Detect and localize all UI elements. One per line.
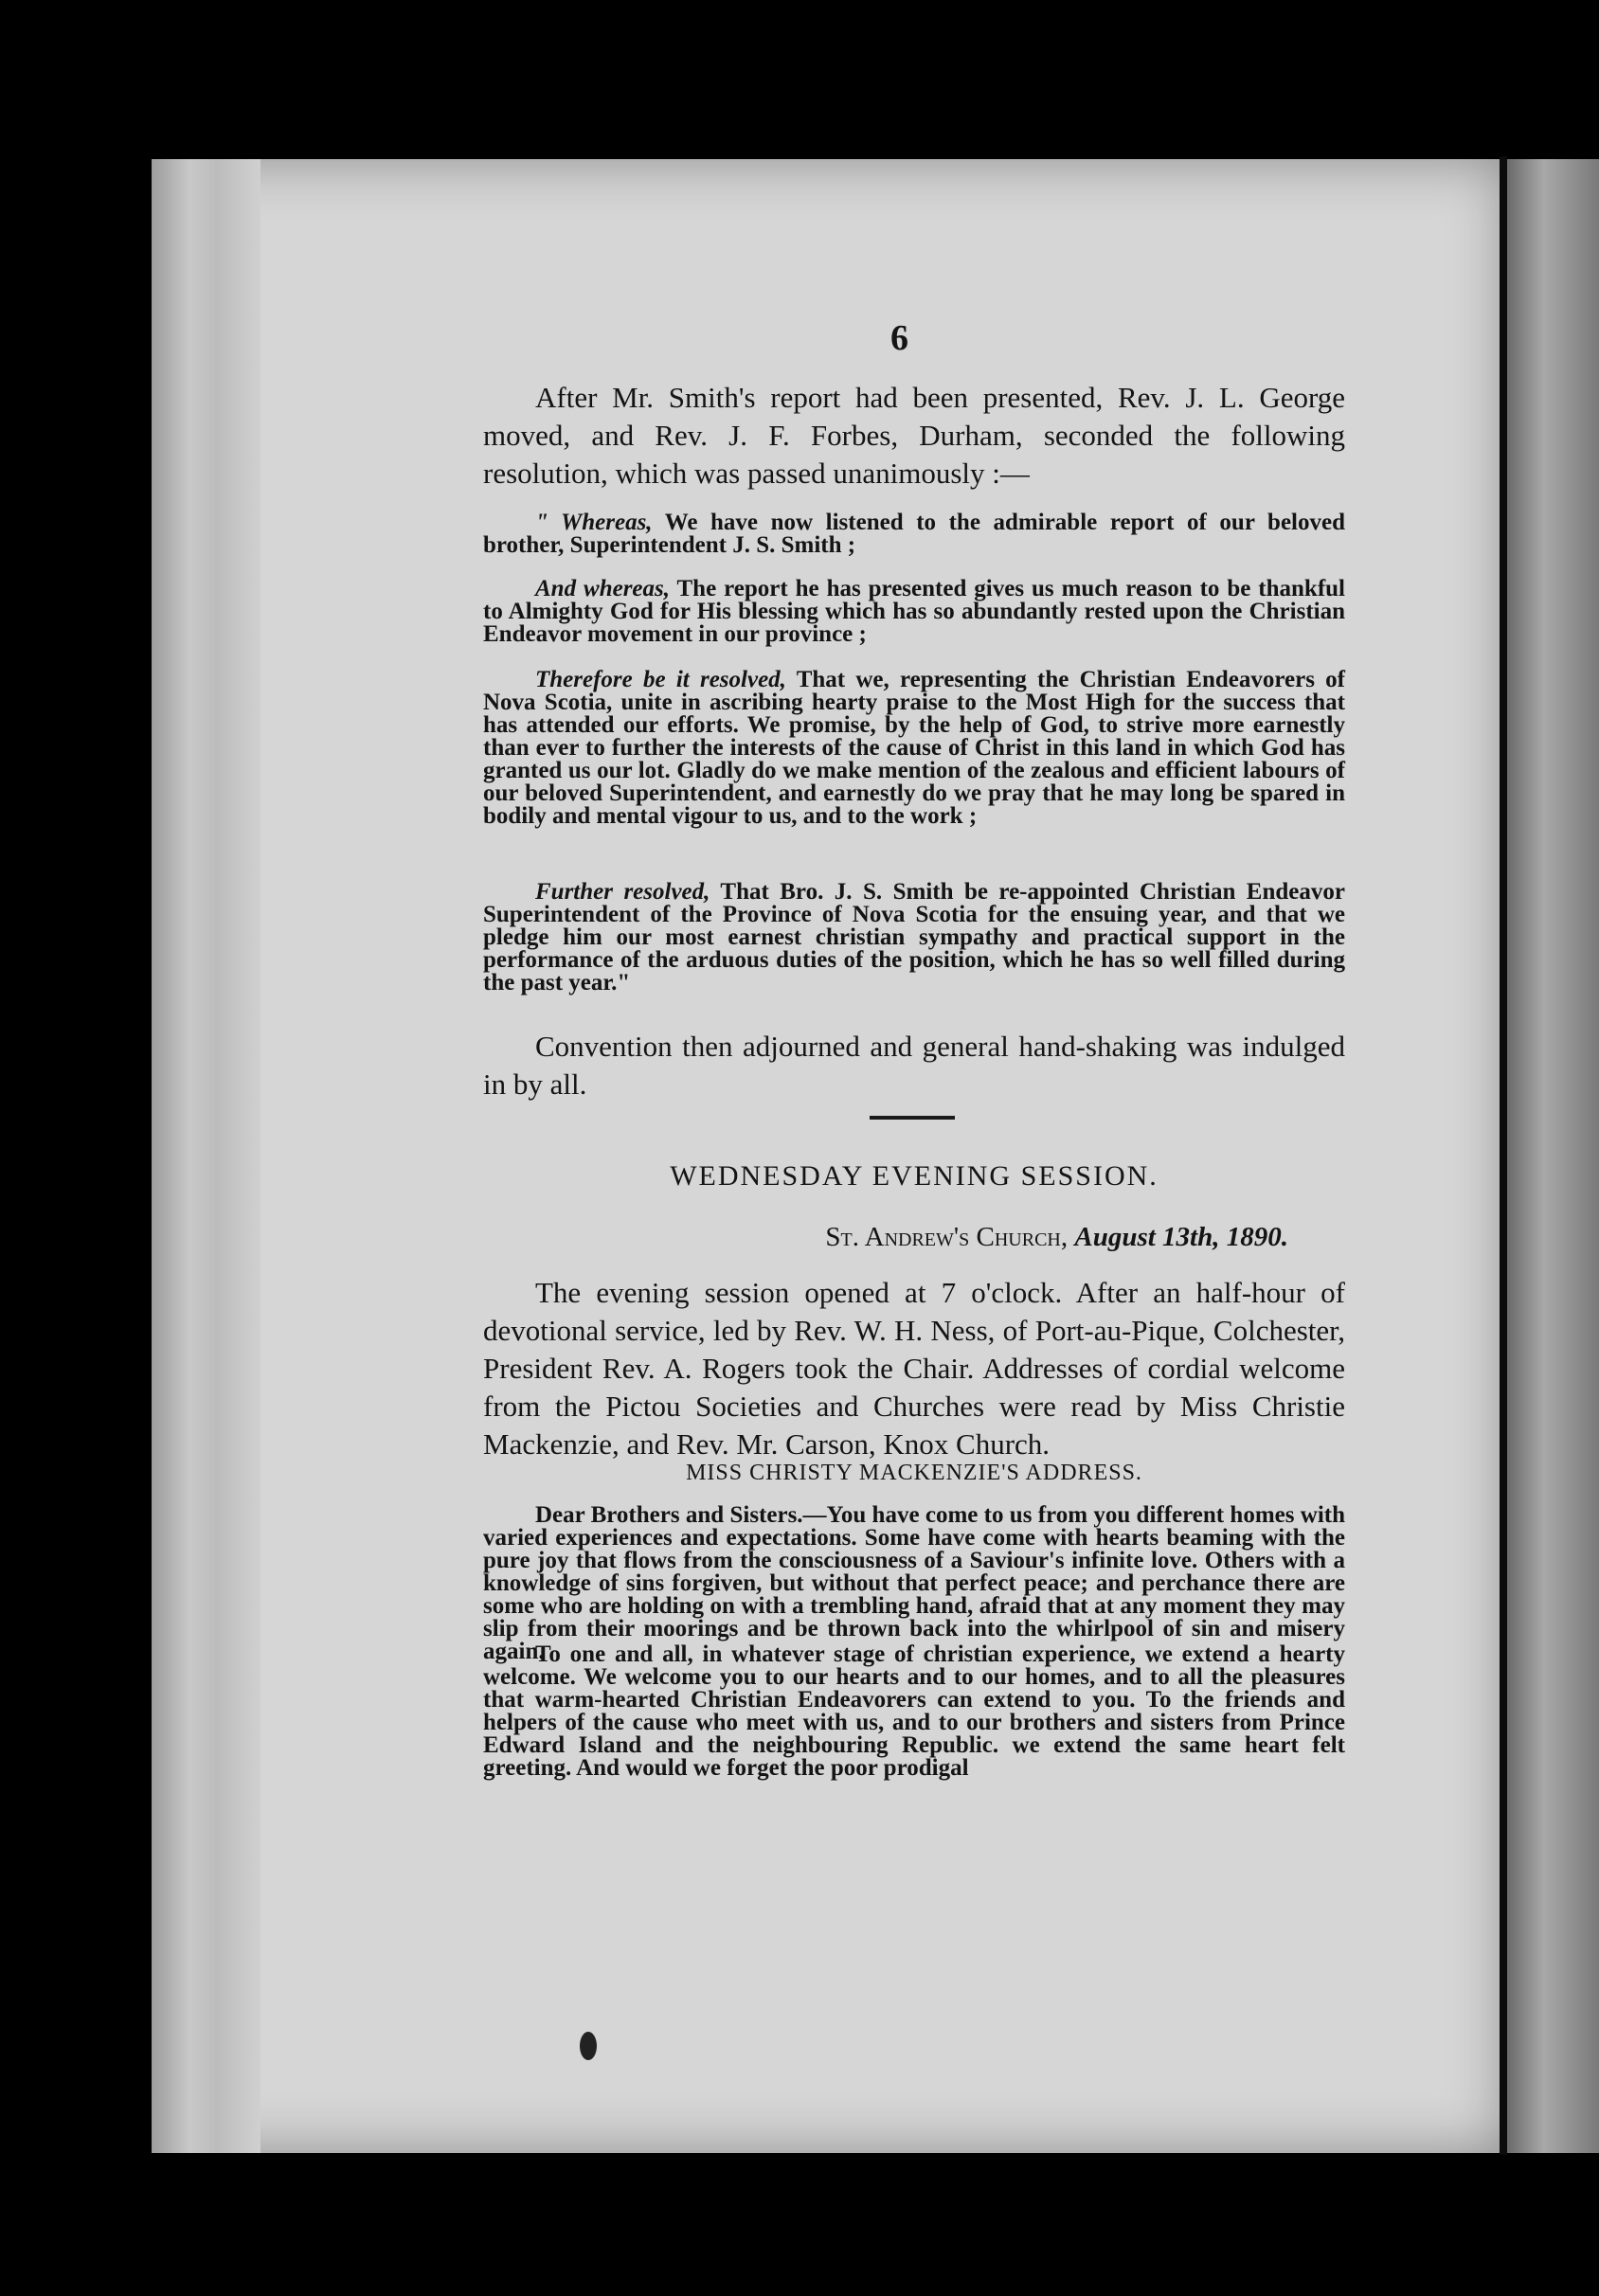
resolution-lead-3: Therefore be it resolved, [535,667,786,692]
resolution-text-3: That we, representing the Christian Endeavorers of Nova Scotia, unite in ascribing hearty praise to the Most High for the success that has attended our efforts. We promise, by the help of God, to strive more earnestly than ever to further the interests of the cause of Christ in this land in which God has granted us our lot. Gladly do we make mention of the zealous and efficient labours of our beloved Superintendent, and earnestly do we pray that he may long be spared in bodily and mental vigour to us, and to the work ; [483,667,1345,829]
section-divider [870,1116,955,1120]
resolution-text-4: That Bro. J. S. Smith be re-appointed Christian Endeavor Superintendent of the Province of Nova Scotia for the ensuing year, and that we pledge him our most earnest christian sympathy and practical support in the performance of the arduous duties of the position, which he has so well filled during the past year." [483,879,1345,996]
resolution-text-1: We have now listened to the admirable report of our beloved brother, Superintendent J. S. Smith ; [483,510,1346,558]
page-left-edge [152,159,261,2153]
next-page-strip [1507,159,1599,2153]
session-date: August 13th, 1890. [1074,1222,1288,1252]
session-paragraph: The evening session opened at 7 o'clock. After an half-hour of devotional service, led by Rev. W. H. Ness, of Port-au-Pique, Colchester, President Rev. A. Rogers took the Chair. Addresses of cordial welcome from the Pictou Societies and Churches were read by Miss Christie Mackenzie, and Rev. Mr. Carson, Knox Church. [483,1276,1345,1461]
resolution-text-2: The report he has presented gives us much reason to be thankful to Almighty God for His blessing which has so abundantly rested upon the Christian Endeavor movement in our province ; [483,576,1346,647]
adjourn-paragraph: Convention then adjourned and general hand-shaking was indulged in by all. [483,1030,1345,1101]
resolution-paragraph-1 [483,511,1345,557]
address-paragraph-2: To one and all, in whatever stage of christian experience, we extend a hearty welcome. We welcome you to our hearts and to our homes, and to all the pleasures that warm-hearted Christian Endeavorers can extend to you. To the friends and helpers of the cause who meet with us, and to our brothers and sisters from Prince Edward Island and the neighbouring Republic. we extend the same heart felt greeting. And would we forget the poor prodigal [483,1641,1345,1781]
resolution-lead-2: And whereas, [535,576,671,601]
resolution-lead-1: " Whereas, [535,510,653,535]
resolution-paragraph-3 [483,669,1345,828]
page-fold-line [1500,156,1507,2155]
session-place-date [483,1222,1288,1253]
resolution-paragraph-4 [483,881,1345,995]
intro-paragraph: After Mr. Smith's report had been presented, Rev. J. L. George moved, and Rev. J. F. Forbes, Durham, seconded the following resolution, which was passed unanimously :— [483,381,1345,490]
address-title: MISS CHRISTY MACKENZIE'S ADDRESS. [686,1461,1142,1485]
resolution-paragraph-2 [483,578,1345,646]
session-heading: WEDNESDAY EVENING SESSION. [670,1160,1159,1192]
session-place: St. Andrew's Church, [825,1222,1069,1252]
ink-smudge [580,2032,597,2060]
page-number: 6 [890,318,908,358]
address-paragraph-1: Dear Brothers and Sisters.—You have come to us from you different homes with varied experiences and expectations. Some have come with hearts beaming with the pure joy that flows from the consciousness of a Saviour's infinite love. Others with a knowledge of sins forgiven, but without that perfect peace; and perchance there are some who are holding on with a trembling hand, afraid that at any moment they may slip from their moorings and be thrown back into the whirlpool of sin and misery again. [483,1502,1345,1664]
resolution-lead-4: Further resolved, [535,879,710,905]
